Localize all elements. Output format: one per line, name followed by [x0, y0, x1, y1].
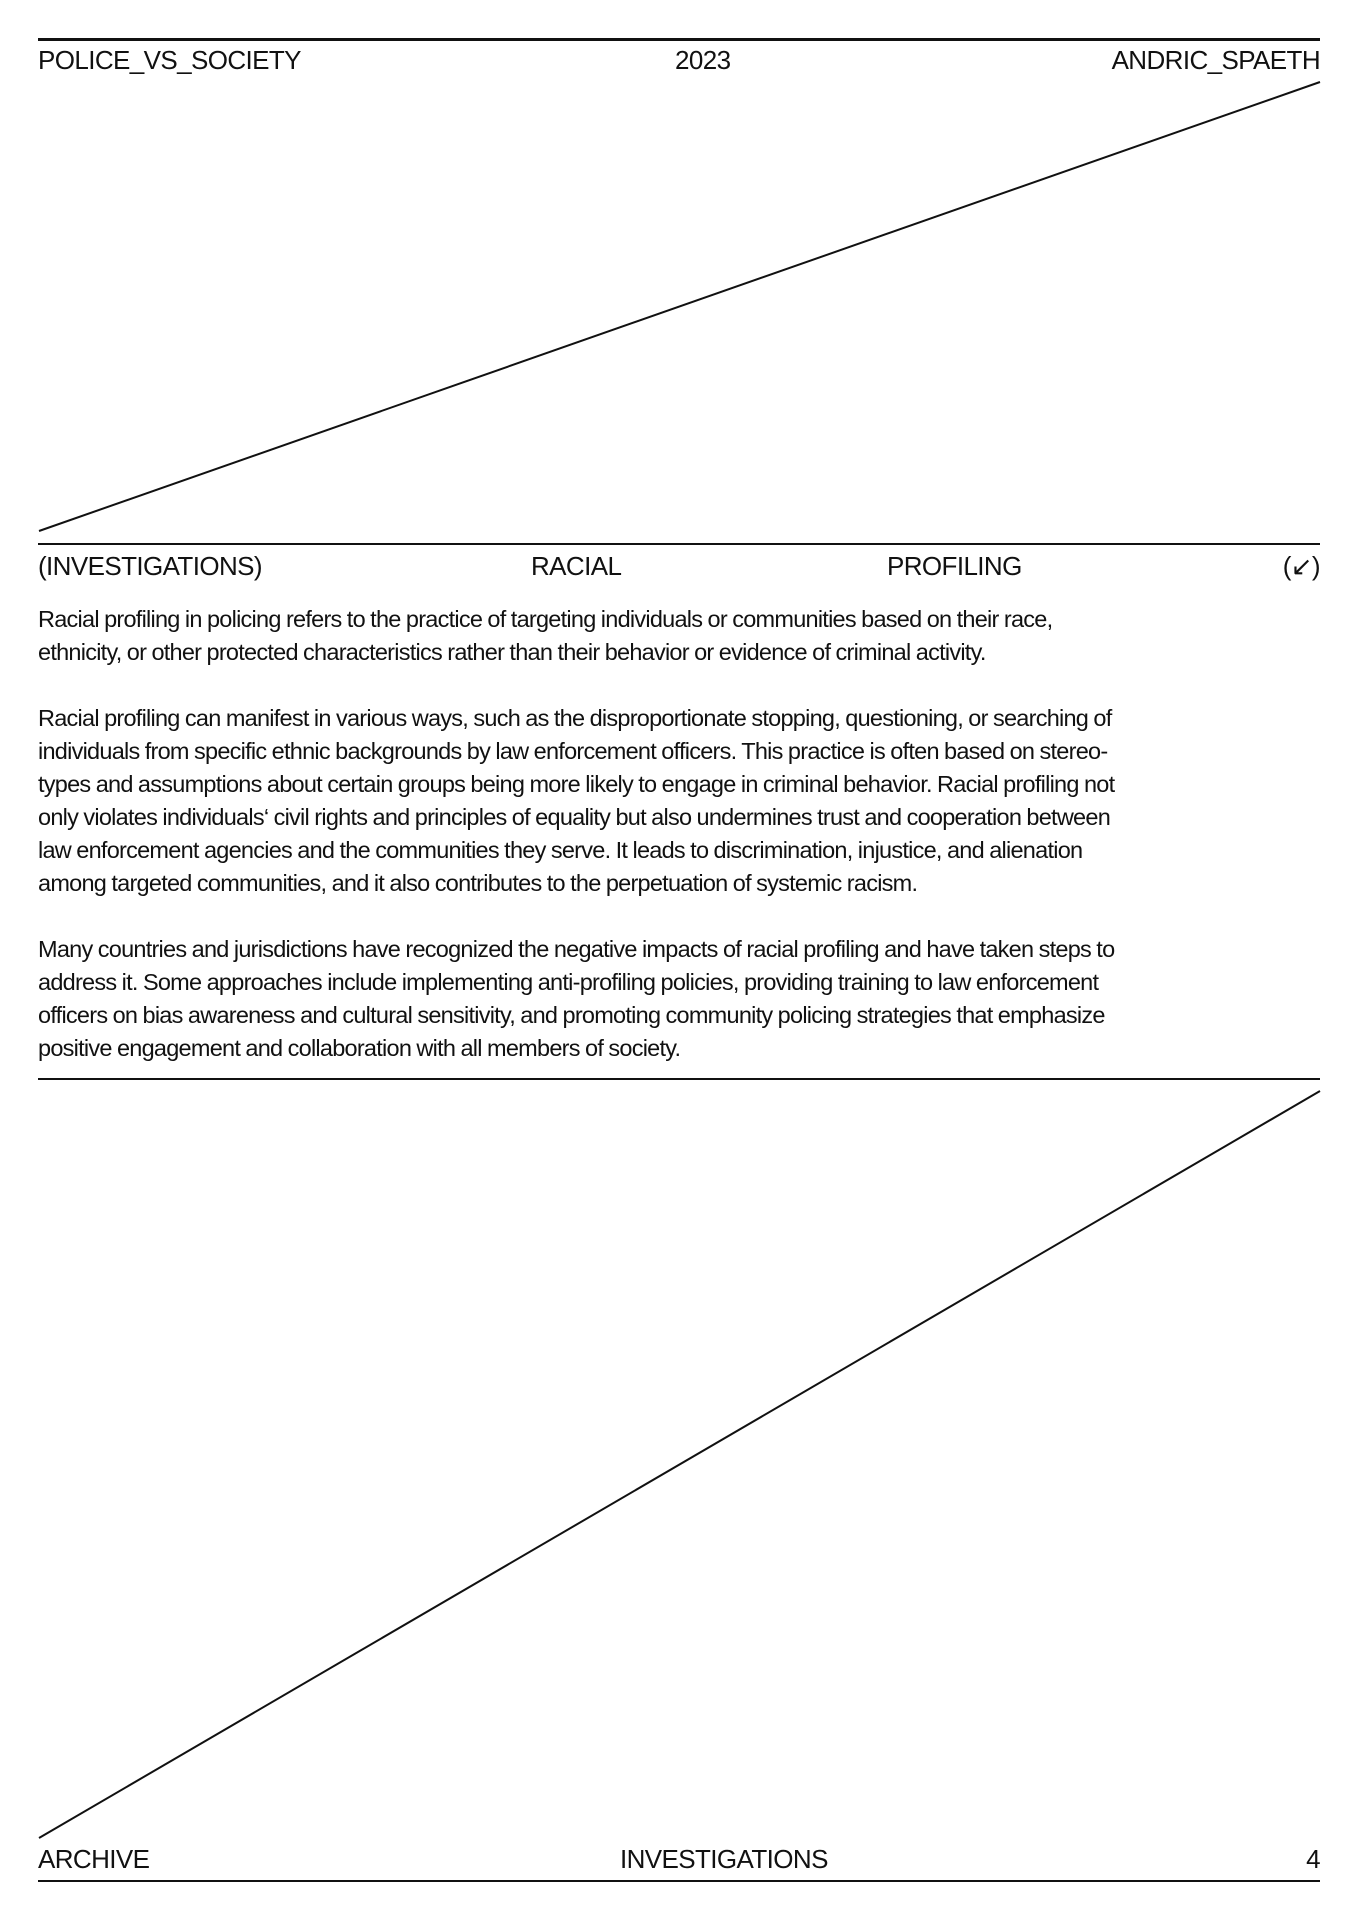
- section-category: (INVESTIGATIONS): [38, 551, 262, 581]
- paragraph: [38, 933, 1328, 1065]
- paragraph: [38, 702, 1328, 900]
- paragraph-line: Many countries and jurisdictions have recognized the negative impacts of racial profiling and have taken steps to: [38, 936, 1115, 962]
- footer-section: INVESTIGATIONS: [620, 1844, 828, 1874]
- paragraph-line: among targeted communities, and it also contributes to the perpetuation of systemic racism.: [38, 870, 918, 896]
- arrow-down-left-icon: (↙): [1282, 551, 1320, 581]
- paragraph: [38, 603, 1328, 669]
- paragraph-line: Racial profiling can manifest in various ways, such as the disproportionate stopping, questioning, or searching of: [38, 705, 1112, 731]
- paragraph-line: law enforcement agencies and the communities they serve. It leads to discrimination, injustice, and alienation: [38, 837, 1083, 863]
- paragraph-line: officers on bias awareness and cultural sensitivity, and promoting community policing strategies that emphasize: [38, 1002, 1105, 1028]
- article-body: [38, 603, 1328, 1098]
- paragraph-line: address it. Some approaches include implementing anti-profiling policies, providing training to law enforcement: [38, 969, 1099, 995]
- diagonal-line-bottom: [39, 1091, 1320, 1838]
- section-word-racial: RACIAL: [531, 551, 622, 581]
- paragraph-line: positive engagement and collaboration with all members of society.: [38, 1035, 681, 1061]
- body-end-rule: [38, 1078, 1320, 1080]
- footer-archive: ARCHIVE: [38, 1844, 150, 1874]
- section-word-profiling: PROFILING: [887, 551, 1022, 581]
- paragraph-line: individuals from specific ethnic backgrounds by law enforcement officers. This practice is often based on stereo-: [38, 738, 1108, 764]
- paragraph-line: only violates individuals‘ civil rights and principles of equality but also undermines trust and cooperation between: [38, 804, 1111, 830]
- paragraph-line: types and assumptions about certain groups being more likely to engage in criminal behavior. Racial profiling not: [38, 771, 1115, 797]
- paragraph-line: Racial profiling in policing refers to the practice of targeting individuals or communities based on their race,: [38, 606, 1053, 632]
- header-year: 2023: [675, 45, 731, 75]
- diagonal-line-top: [39, 82, 1320, 531]
- section-rule: [38, 543, 1320, 545]
- header-title: POLICE_VS_SOCIETY: [38, 45, 301, 75]
- bottom-rule: [38, 1880, 1320, 1882]
- paragraph-line: ethnicity, or other protected characteristics rather than their behavior or evidence of criminal activity.: [38, 639, 986, 665]
- page-number: 4: [1306, 1844, 1320, 1874]
- top-rule: [38, 38, 1320, 41]
- header-authors: ANDRIC_SPAETH: [1111, 45, 1320, 75]
